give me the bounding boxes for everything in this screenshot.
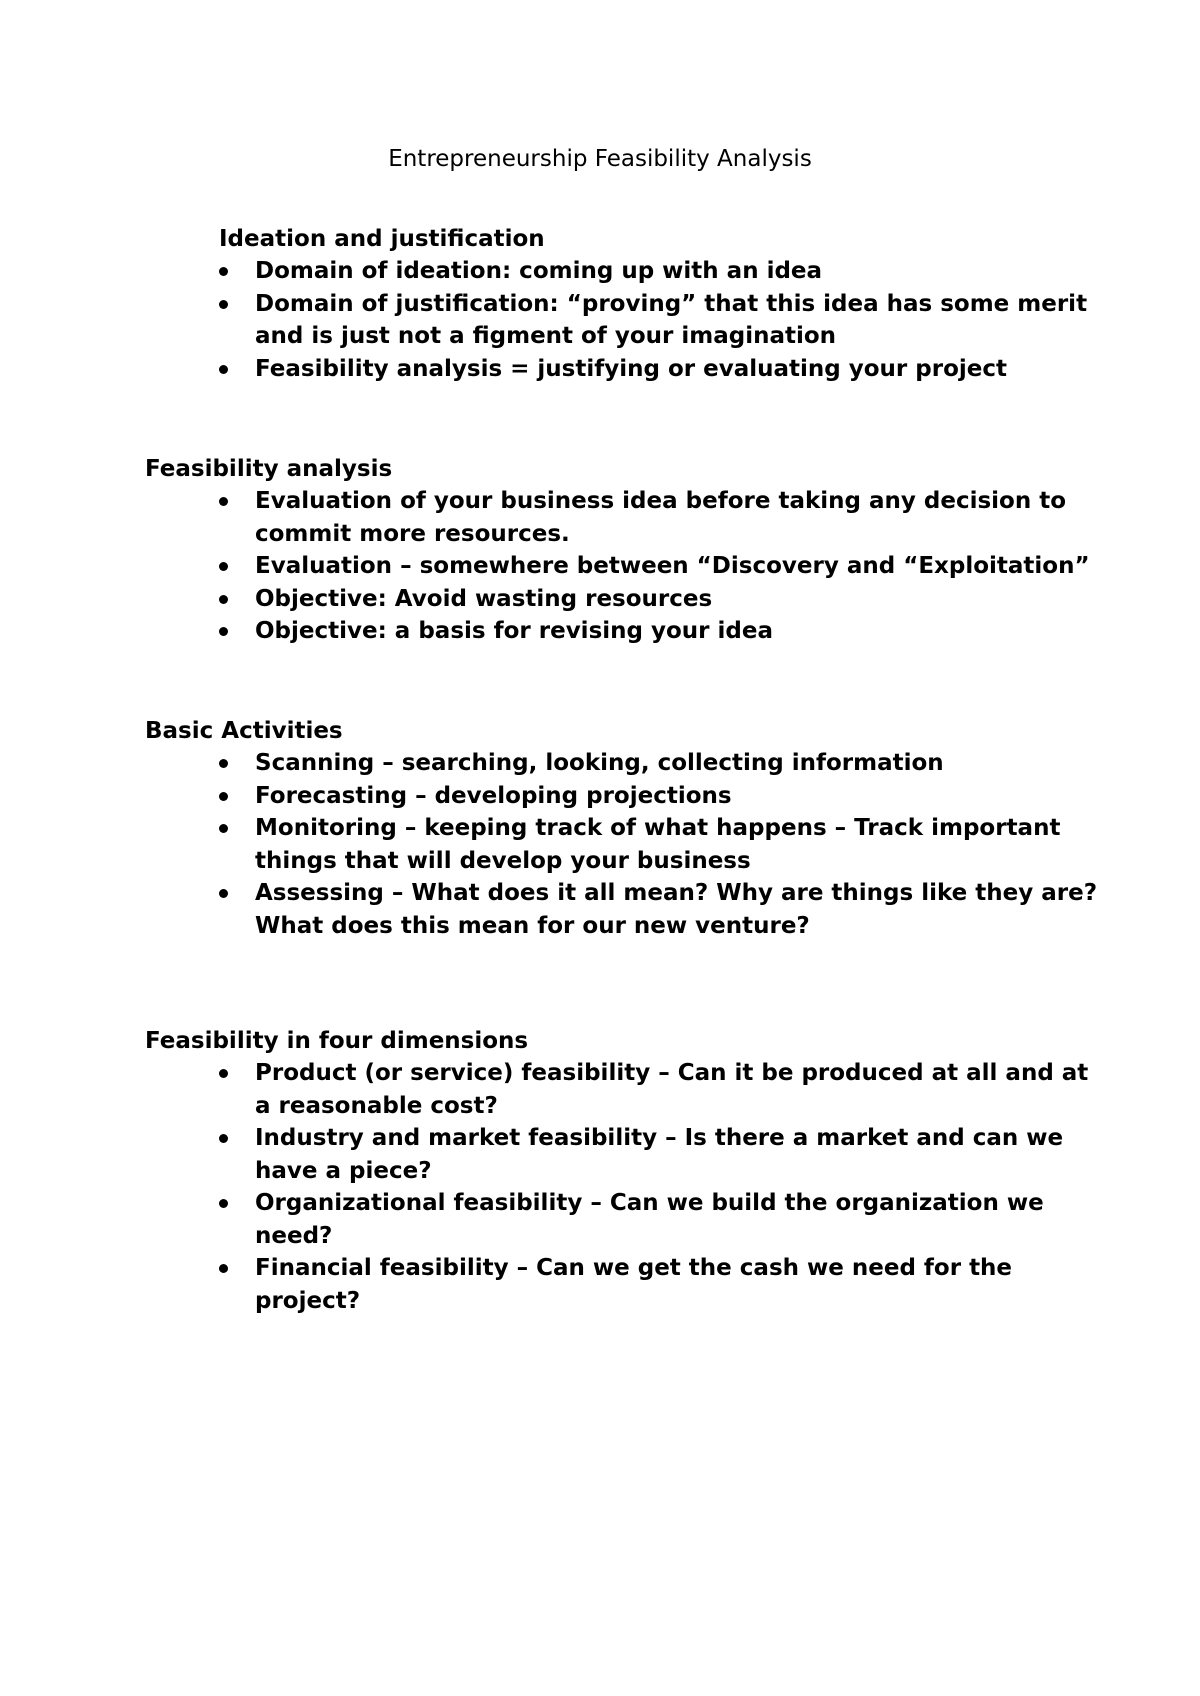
bullet-icon — [219, 267, 228, 276]
list-item — [145, 812, 1105, 877]
bullet-list — [145, 485, 1090, 648]
bullet-list — [145, 747, 1098, 942]
bullet-icon — [219, 1134, 228, 1143]
list-item-text: Financial feasibility – Can we get the cash we need for the project? — [255, 1255, 1013, 1314]
list-item — [145, 1057, 1105, 1122]
section-ideation — [145, 223, 1088, 385]
bullet-icon — [219, 497, 228, 506]
bullet-icon — [219, 627, 228, 636]
list-item — [145, 255, 1105, 288]
list-item-text: Scanning – searching, looking, collecting information — [255, 750, 944, 776]
bullet-list — [145, 255, 1088, 385]
list-item-text: Product (or service) feasibility – Can it be produced at all and at a reasonable cost? — [255, 1060, 1089, 1119]
list-item-text: Evaluation of your business idea before taking any decision to commit more resources. — [255, 488, 1067, 547]
bullet-icon — [219, 759, 228, 768]
list-item-text: Feasibility analysis = justifying or evaluating your project — [255, 355, 1007, 382]
bullet-icon — [219, 365, 228, 374]
list-item — [145, 288, 1105, 353]
list-item-text: Domain of justification: “proving” that this idea has some merit and is just not a figment of your imagination — [255, 290, 1088, 349]
list-item-text: Assessing – What does it all mean? Why are things like they are? What does this mean for our new venture? — [255, 880, 1098, 939]
section-basic-activities — [145, 715, 1098, 942]
bullet-icon — [219, 595, 228, 604]
list-item — [145, 1187, 1105, 1252]
bullet-icon — [219, 889, 228, 898]
bullet-icon — [219, 792, 228, 801]
list-item — [145, 1252, 1105, 1317]
list-item — [145, 550, 1105, 583]
list-item — [145, 485, 1105, 550]
list-item-text: Monitoring – keeping track of what happens – Track important things that will develop your business — [255, 815, 1061, 874]
list-item-text: Organizational feasibility – Can we build the organization we need? — [255, 1190, 1044, 1249]
section-feasibility-analysis — [145, 453, 1090, 648]
bullet-list — [145, 1057, 1089, 1317]
section-four-dimensions — [145, 1025, 1089, 1317]
section-heading: Ideation and justification — [219, 226, 545, 252]
list-item-text: Objective: a basis for revising your idea — [255, 618, 773, 644]
list-item — [145, 615, 1105, 648]
bullet-icon — [219, 1199, 228, 1208]
list-item — [145, 1122, 1105, 1187]
list-item-text: Forecasting – developing projections — [255, 782, 732, 809]
document-title: Entrepreneurship Feasibility Analysis — [388, 146, 812, 172]
list-item — [145, 780, 1105, 813]
list-item-text: Industry and market feasibility – Is there a market and can we have a piece? — [255, 1125, 1064, 1184]
list-item-text: Evaluation – somewhere between “Discovery and “Exploitation” — [255, 553, 1090, 579]
list-item — [145, 877, 1105, 942]
list-item — [145, 583, 1105, 616]
bullet-icon — [219, 562, 228, 571]
section-heading: Feasibility analysis — [145, 456, 393, 482]
section-heading: Feasibility in four dimensions — [145, 1028, 529, 1054]
list-item — [145, 747, 1105, 780]
bullet-icon — [219, 1264, 228, 1273]
list-item-text: Objective: Avoid wasting resources — [255, 585, 713, 612]
bullet-icon — [219, 824, 228, 833]
section-heading: Basic Activities — [145, 718, 343, 744]
bullet-icon — [219, 1069, 228, 1078]
list-item — [145, 353, 1105, 386]
bullet-icon — [219, 300, 228, 309]
list-item-text: Domain of ideation: coming up with an idea — [255, 258, 823, 284]
